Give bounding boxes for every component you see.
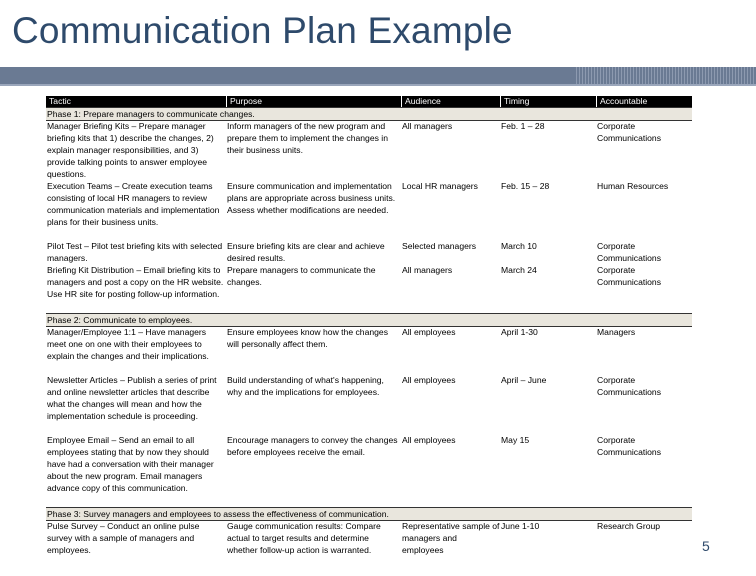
table-row-purpose: Ensure briefing kits are clear and achieve desired results. (227, 241, 385, 263)
table-row-tactic: Manager Briefing Kits – Prepare manager briefing kits that 1) describe the changes, 2) explain manager responsibilities, and 3) provide talking points to answer employee questions. (47, 121, 214, 179)
table-row-purpose: Ensure employees know how the changes will personally affect them. (227, 327, 388, 349)
phase-3-row: Phase 3: Survey managers and employees to assess the effectiveness of communication. (46, 507, 692, 521)
table-row-audience: Representative sample of managers and employees (402, 521, 500, 555)
table-row-audience: All managers (402, 265, 453, 275)
header-purpose: Purpose (226, 96, 401, 107)
table-row-tactic: Manager/Employee 1:1 – Have managers meet one on one with their employees to explain the changes and their implications. (47, 327, 209, 361)
page-title: Communication Plan Example (12, 10, 513, 51)
table-row-audience: Local HR managers (402, 181, 478, 191)
table-row-audience: All managers (402, 121, 453, 131)
table-row-accountable: Managers (597, 327, 636, 337)
title-underline-rule (0, 84, 756, 86)
header-accountable: Accountable (596, 96, 692, 107)
phase-2-row: Phase 2: Communicate to employees. (46, 313, 692, 327)
table-row-timing: June 1-10 (501, 521, 540, 531)
table-row-accountable: Corporate Communications (597, 121, 661, 143)
table-row-tactic: Execution Teams – Create execution teams consisting of local HR managers to review communication materials and implementation plans for their business units. (47, 181, 220, 227)
table-row-purpose: Inform managers of the new program and prepare them to implement the changes in their business units. (227, 121, 388, 155)
table-row-tactic: Pulse Survey – Conduct an online pulse survey with a sample of managers and employees. (47, 521, 200, 555)
table-row-timing: March 10 (501, 241, 537, 251)
table-row-timing: May 15 (501, 435, 530, 445)
table-row-purpose: Encourage managers to convey the changes before employees receive the email. (227, 435, 398, 457)
table-row-timing: Feb. 1 – 28 (501, 121, 545, 131)
table-row-audience: Selected managers (402, 241, 477, 251)
table-row-timing: April – June (501, 375, 547, 385)
title-underline-band-texture (574, 67, 756, 84)
table-row-accountable: Research Group (597, 521, 661, 531)
table-row-audience: All employees (402, 327, 456, 337)
table-row-accountable: Corporate Communications (597, 265, 661, 287)
table-row-accountable: Corporate Communications (597, 241, 661, 263)
table-row-purpose: Ensure communication and implementation plans are appropriate across business units. Assess whether modifications are needed. (227, 181, 396, 215)
table-row-audience: All employees (402, 375, 456, 385)
table-row-accountable: Corporate Communications (597, 435, 661, 457)
table-row-accountable: Corporate Communications (597, 375, 661, 397)
phase-1-row: Phase 1: Prepare managers to communicate changes. (46, 107, 692, 121)
table-row-accountable: Human Resources (597, 181, 669, 191)
table-row-tactic: Briefing Kit Distribution – Email briefing kits to managers and post a copy on the HR website. Use HR site for posting follow-up information. (47, 265, 224, 299)
page-number: 5 (702, 538, 710, 554)
table-row-timing: Feb. 15 – 28 (501, 181, 550, 191)
table-row-purpose: Gauge communication results: Compare actual to target results and determine whether follow-up action is warranted. (227, 521, 381, 555)
header-timing: Timing (500, 96, 596, 107)
table-row-tactic: Newsletter Articles – Publish a series of print and online newsletter articles that describe what the changes will mean and how the implementation schedule is proceeding. (47, 375, 217, 421)
table-row-tactic: Pilot Test – Pilot test briefing kits with selected managers. (47, 241, 223, 263)
header-audience: Audience (401, 96, 500, 107)
table-row-tactic: Employee Email – Send an email to all employees stating that by now they should have had a conversation with their manager about the new program. Email managers advance copy of this communication. (47, 435, 214, 493)
header-tactic: Tactic (46, 96, 226, 107)
table-row-audience: All employees (402, 435, 456, 445)
table-row-purpose: Prepare managers to communicate the changes. (227, 265, 376, 287)
table-row-timing: March 24 (501, 265, 537, 275)
table-row-purpose: Build understanding of what's happening, why and the implications for employees. (227, 375, 384, 397)
table-row-timing: April 1-30 (501, 327, 538, 337)
communication-plan-table (46, 96, 692, 557)
